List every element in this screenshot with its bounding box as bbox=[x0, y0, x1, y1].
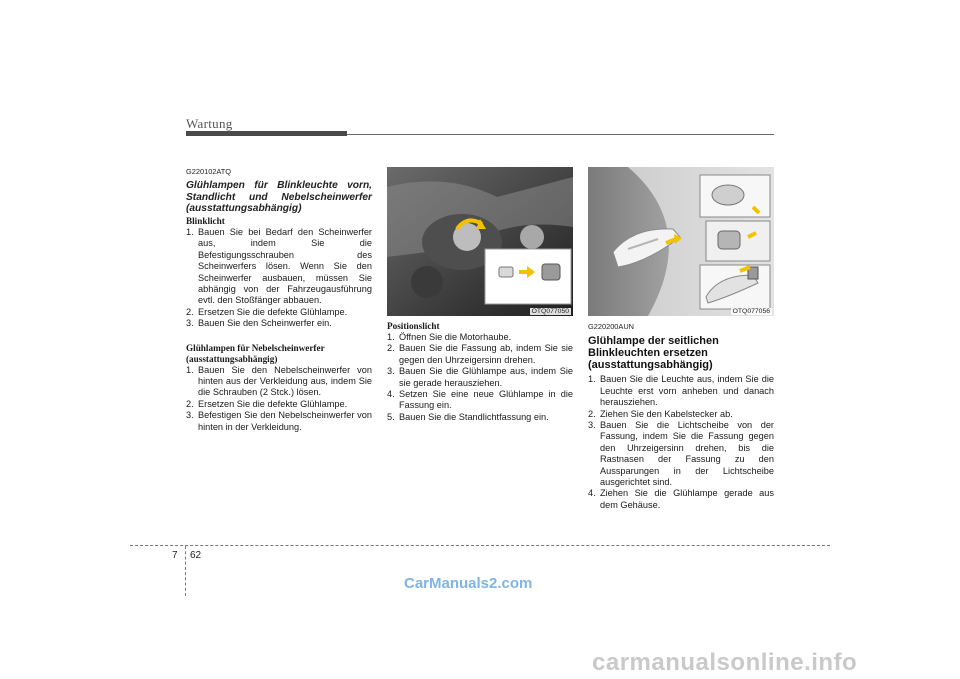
list-item bbox=[588, 488, 774, 511]
section-title: Glühlampen für Blinkleuchte vorn, Standlicht und Nebelscheinwerfer (ausstattungsabhängig) bbox=[186, 180, 372, 214]
step-text: Ersetzen Sie die defekte Glühlampe. bbox=[198, 398, 348, 409]
header-rule bbox=[347, 134, 774, 135]
list-item bbox=[186, 318, 372, 329]
step-text: Ziehen Sie die Glühlampe gerade aus dem Gehäuse. bbox=[600, 488, 774, 510]
figure-caption: OTQ077056 bbox=[732, 308, 770, 315]
page-number: 62 bbox=[190, 550, 202, 561]
list-item bbox=[186, 365, 372, 399]
step-number: 3. bbox=[387, 366, 395, 377]
step-text: Ersetzen Sie die defekte Glühlampe. bbox=[198, 306, 348, 317]
step-number: 3. bbox=[186, 410, 194, 421]
list-item bbox=[588, 409, 774, 420]
figure-caption: OTQ077050 bbox=[531, 308, 569, 315]
step-number: 1. bbox=[186, 227, 194, 238]
step-text: Setzen Sie eine neue Glühlampe in die Fassung ein. bbox=[399, 389, 573, 411]
section-code: G220200AUN bbox=[588, 322, 635, 331]
list-item bbox=[588, 420, 774, 488]
step-text: Bauen Sie bei Bedarf den Scheinwerfer aus, indem Sie die Befestigungsschrauben des Scheinwerfers lösen. Wenn Sie den Scheinwerfer ausbauen, müssen Sie abhängig von der Fahrzeugausführung evtl. den Stoßfänger abbauen. bbox=[198, 227, 372, 306]
section-code: G220102ATQ bbox=[186, 167, 232, 176]
step-number: 4. bbox=[387, 389, 395, 400]
step-number: 2. bbox=[186, 306, 194, 317]
list-item bbox=[387, 332, 573, 343]
engine-bay-illustration bbox=[387, 167, 573, 316]
page-header-title: Wartung bbox=[186, 116, 233, 131]
subheading-positionslicht: Positionslicht bbox=[387, 321, 440, 331]
step-text: Öffnen Sie die Motorhaube. bbox=[399, 332, 512, 342]
middle-column bbox=[387, 320, 573, 423]
step-text: Bauen Sie die Lichtscheibe von der Fassung, indem Sie die Fassung gegen den Uhrzeigersinn drehen, bis die Rastnasen der Fassung zu den Aussparungen in der Lichtscheibe ausgerichtet sind. bbox=[600, 420, 774, 488]
step-text: Bauen Sie die Leuchte aus, indem Sie die Leuchte erst vorn anheben und danach herausziehen. bbox=[600, 374, 774, 408]
figure-position-light bbox=[387, 167, 573, 316]
right-column bbox=[588, 321, 774, 511]
chapter-number: 7 bbox=[172, 550, 178, 561]
watermark-carmanuals2[interactable]: CarManuals2.com bbox=[404, 575, 533, 592]
step-text: Ziehen Sie den Kabelstecker ab. bbox=[600, 408, 733, 419]
header-accent-bar bbox=[186, 131, 347, 136]
subheading-blinklicht: Blinklicht bbox=[186, 216, 225, 227]
left-column bbox=[186, 166, 372, 433]
step-number: 1. bbox=[186, 364, 194, 375]
step-text: Bauen Sie die Fassung ab, indem Sie sie gegen den Uhrzeigersinn drehen. bbox=[399, 343, 573, 365]
step-text: Bauen Sie den Nebelscheinwerfer von hinten aus der Verkleidung aus, indem Sie die Schrauben (2 Stck.) lösen. bbox=[198, 364, 372, 398]
step-number: 1. bbox=[588, 374, 596, 385]
step-number: 5. bbox=[387, 411, 395, 422]
list-item bbox=[186, 399, 372, 410]
figure-side-indicator bbox=[588, 167, 774, 316]
section-title: Glühlampe der seitlichen Blinkleuchten ersetzen (ausstattungsabhängig) bbox=[588, 335, 719, 372]
step-text: Bauen Sie den Scheinwerfer ein. bbox=[198, 318, 332, 329]
list-item bbox=[387, 343, 573, 366]
steps-positionslicht bbox=[387, 332, 573, 423]
step-number: 1. bbox=[387, 332, 395, 342]
step-text: Bauen Sie die Standlichtfassung ein. bbox=[399, 411, 549, 422]
footer-divider bbox=[185, 546, 186, 596]
list-item bbox=[186, 410, 372, 433]
list-item bbox=[588, 374, 774, 408]
steps-blinklicht bbox=[186, 227, 372, 330]
step-number: 2. bbox=[588, 408, 596, 419]
step-number: 2. bbox=[186, 398, 194, 409]
step-number: 3. bbox=[186, 318, 194, 329]
watermark-carmanualsonline[interactable]: carmanualsonline.info bbox=[592, 649, 858, 676]
list-item bbox=[186, 227, 372, 307]
step-text: Befestigen Sie den Nebelscheinwerfer von hinten in der Verkleidung. bbox=[198, 410, 372, 432]
step-number: 4. bbox=[588, 488, 596, 499]
list-item bbox=[387, 366, 573, 389]
steps-seitliche-blinkleuchten bbox=[588, 374, 774, 511]
side-indicator-illustration bbox=[588, 167, 774, 316]
step-number: 2. bbox=[387, 343, 395, 354]
list-item bbox=[186, 307, 372, 318]
step-number: 3. bbox=[588, 420, 596, 431]
steps-nebelscheinwerfer bbox=[186, 365, 372, 433]
step-text: Bauen Sie die Glühlampe aus, indem Sie sie gerade herausziehen. bbox=[399, 366, 573, 388]
footer-rule bbox=[130, 545, 830, 546]
list-item bbox=[387, 389, 573, 412]
list-item bbox=[387, 412, 573, 423]
subheading-nebelscheinwerfer: Glühlampen für Nebelscheinwerfer (ausstattungsabhängig) bbox=[186, 342, 325, 364]
